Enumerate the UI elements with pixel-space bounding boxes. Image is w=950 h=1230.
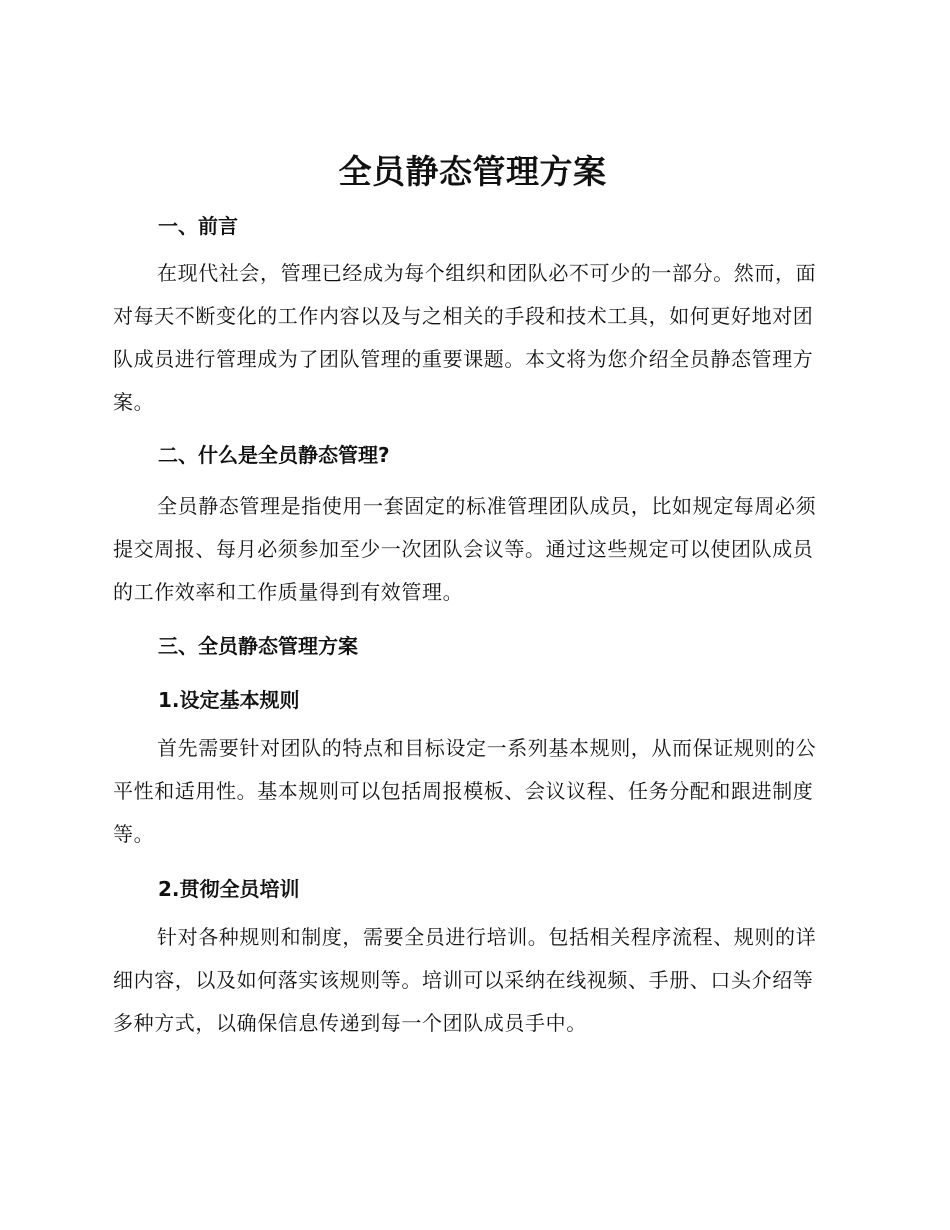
subsection-paragraph-training: 针对各种规则和制度，需要全员进行培训。包括相关程序流程、规则的详细内容，以及如何落实该规则等。培训可以采纳在线视频、手册、口头介绍等多种方式，以确保信息传递到每一个团队成员手中。	[113, 925, 817, 1035]
subsection-heading-training: 2.贯彻全员培训	[158, 877, 300, 901]
subsection-paragraph-basic-rules: 首先需要针对团队的特点和目标设定一系列基本规则，从而保证规则的公平性和适用性。基本规则可以包括周报模板、会议议程、任务分配和跟进制度等。	[113, 736, 817, 846]
section-paragraph-definition: 全员静态管理是指使用一套固定的标准管理团队成员，比如规定每周必须提交周报、每月必须参加至少一次团队会议等。通过这些规定可以使团队成员的工作效率和工作质量得到有效管理。	[113, 494, 817, 604]
section-heading-plan: 三、全员静态管理方案	[158, 634, 358, 658]
subsection-heading-basic-rules: 1.设定基本规则	[158, 688, 300, 712]
document-title: 全员静态管理方案	[338, 152, 607, 191]
section-paragraph-preface: 在现代社会，管理已经成为每个组织和团队必不可少的一部分。然而，面对每天不断变化的工作内容以及与之相关的手段和技术工具，如何更好地对团队成员进行管理成为了团队管理的重要课题。本文将为您介绍全员静态管理方案。	[113, 261, 817, 414]
section-heading-definition: 二、什么是全员静态管理?	[158, 443, 390, 467]
section-heading-preface: 一、前言	[158, 214, 238, 238]
